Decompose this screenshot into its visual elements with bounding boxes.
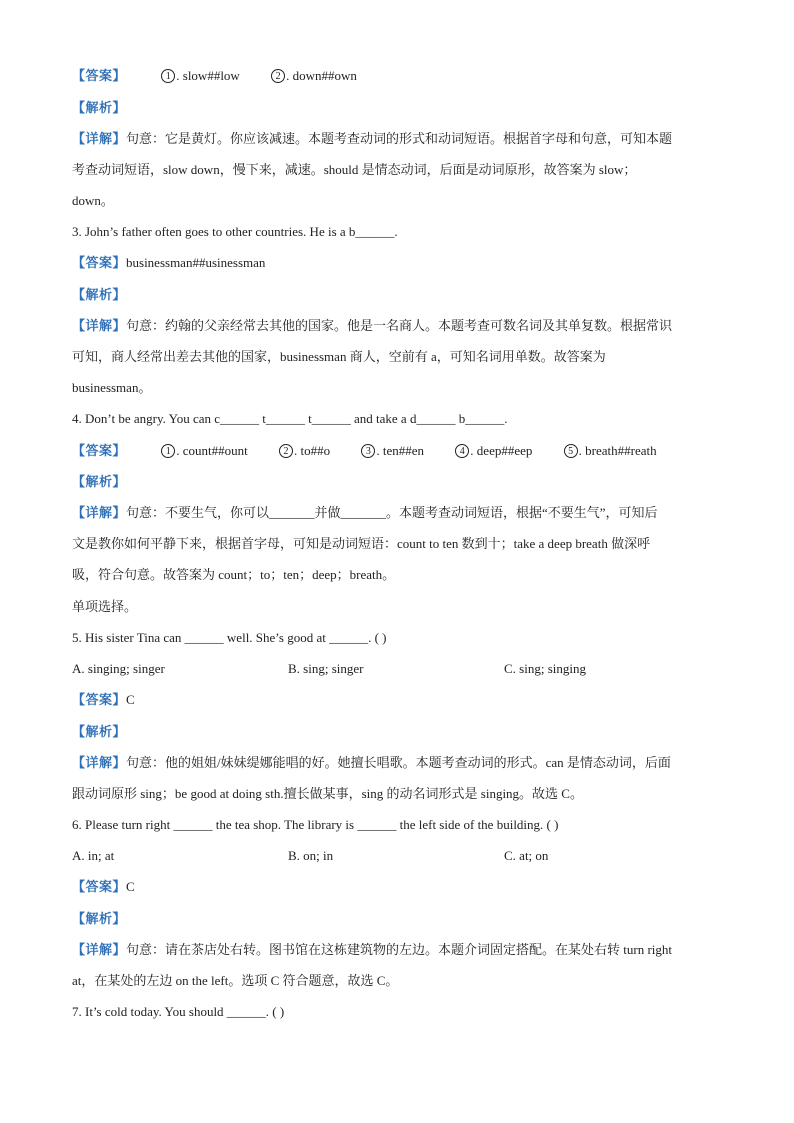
analysis-heading: 【解析】 (72, 724, 127, 739)
answer-item: 2 . down##own (271, 66, 357, 86)
answer-row (72, 66, 722, 86)
option-a: A. in; at (72, 848, 115, 863)
detail-tag: 【详解】 (72, 131, 127, 146)
circled-number: 5 (564, 444, 578, 458)
question-7: 7. It’s cold today. You should ______. ( ) (72, 1004, 285, 1019)
answer-row: 【答案】C (72, 692, 135, 707)
question-4: 4. Don’t be angry. You can c______ t______ t______ and take a d______ b______. (72, 411, 508, 426)
detail-line: businessman。 (72, 380, 152, 395)
answer-item: 1 . count##ount (161, 441, 248, 461)
detail-line: down。 (72, 193, 114, 208)
question-3: 3. John’s father often goes to other countries. He is a b______. (72, 224, 398, 239)
analysis-heading: 【解析】 (72, 287, 127, 302)
option-a: A. singing; singer (72, 661, 165, 676)
option-b: B. on; in (288, 848, 334, 863)
answer-item: 3 . ten##en (361, 441, 424, 461)
question-6: 6. Please turn right ______ the tea shop. The library is ______ the left side of the building. ( ) (72, 817, 559, 832)
detail-line: at，在某处的左边 on the left。选项 C 符合题意，故选 C。 (72, 973, 399, 988)
option-c: C. sing; singing (504, 661, 586, 676)
detail-line: 跟动词原形 sing；be good at doing sth.擅长做某事，sing 的动名词形式是 singing。故选 C。 (72, 786, 583, 801)
answer-value: C (126, 879, 135, 894)
detail-line: 考查动词短语，slow down，慢下来，减速。should 是情态动词，后面是动词原形，故答案为 slow； (72, 162, 637, 177)
answer-value: C (126, 692, 135, 707)
circled-number: 4 (455, 444, 469, 458)
answer-row: 【答案】 1 . count##ount 2 . to##o 3 . ten##en 4 . deep##eep 5 . breath##reath (72, 441, 722, 461)
detail-line: 【详解】句意：请在茶店处右转。图书馆在这栋建筑物的左边。本题介词固定搭配。在某处右转 turn right (72, 942, 673, 957)
answer-row: 【答案】C (72, 879, 135, 894)
option-c: C. at; on (504, 848, 549, 863)
analysis-heading: 【解析】 (72, 100, 127, 115)
circled-number: 1 (161, 444, 175, 458)
question-5: 5. His sister Tina can ______ well. She’s good at ______. ( ) (72, 630, 387, 645)
detail-line: 【详解】句意：他的姐姐/妹妹缇娜能唱的好。她擅长唱歌。本题考查动词的形式。can 是情态动词，后面 (72, 755, 671, 770)
answer-item: 1 . slow##low (161, 66, 240, 86)
option-b: B. sing; singer (288, 661, 364, 676)
analysis-heading: 【解析】 (72, 474, 127, 489)
detail-line: 【详解】句意：不要生气，你可以_______并做_______。本题考查动词短语，根据“不要生气”，可知后 (72, 505, 658, 520)
detail-line: 【详解】句意：它是黄灯。你应该减速。本题考查动词的形式和动词短语。根据首字母和句意，可知本题 (72, 131, 673, 146)
answer-item: 5 . breath##reath (564, 441, 657, 461)
circled-number: 2 (271, 69, 285, 83)
answer-row: 【答案】businessman##usinessman (72, 255, 266, 270)
detail-line: 可知，商人经常出差去其他的国家，businessman 商人，空前有 a，可知名词用单数。故答案为 (72, 349, 606, 364)
circled-number: 3 (361, 444, 375, 458)
answer-item: 2 . to##o (279, 441, 330, 461)
section-heading: 单项选择。 (72, 599, 138, 614)
answer-value: businessman##usinessman (126, 255, 266, 270)
circled-number: 1 (161, 69, 175, 83)
circled-number: 2 (279, 444, 293, 458)
answer-tag: 【答案】 (72, 68, 127, 83)
detail-line: 【详解】句意：约翰的父亲经常去其他的国家。他是一名商人。本题考查可数名词及其单复数。根据常识 (72, 318, 673, 333)
detail-line: 吸，符合句意。故答案为 count；to；ten；deep；breath。 (72, 567, 396, 582)
detail-line: 文是教你如何平静下来，根据首字母，可知是动词短语：count to ten 数到十；take a deep breath 做深呼 (72, 536, 651, 551)
answer-item: 4 . deep##eep (455, 441, 532, 461)
analysis-heading: 【解析】 (72, 911, 127, 926)
